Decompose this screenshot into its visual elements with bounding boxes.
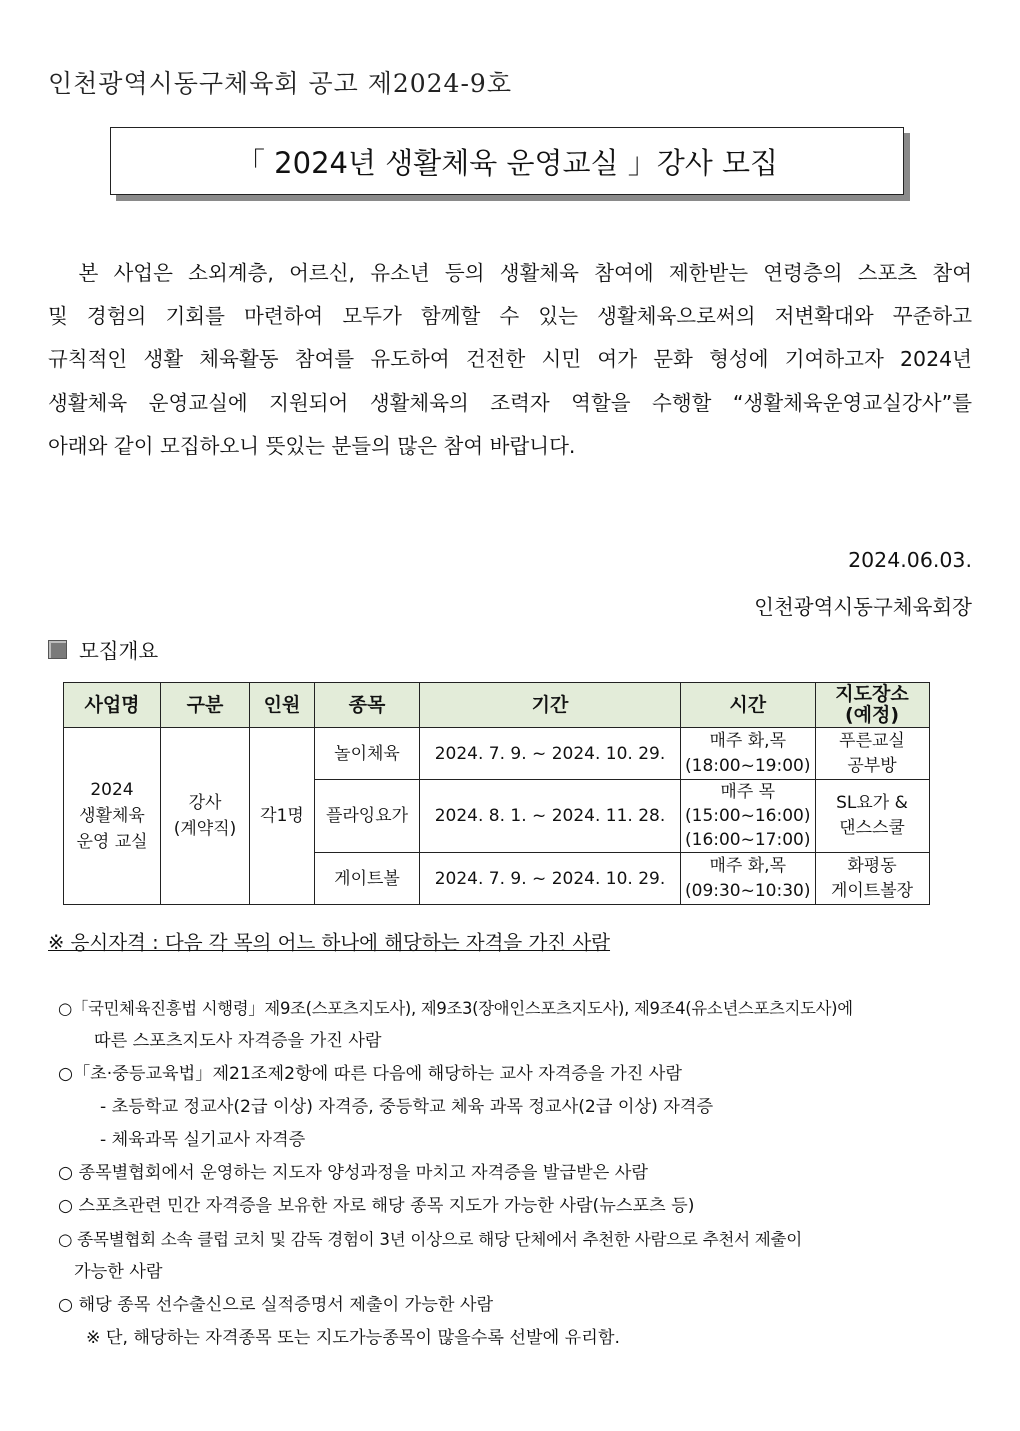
place-cell: 화평동 게이트볼장	[815, 853, 929, 905]
place-cell: 푸른교실 공부방	[815, 728, 929, 780]
section-heading	[48, 634, 158, 664]
program-name-cell: 2024 생활체육 운영 교실	[64, 728, 161, 905]
intro-line: 아래와 같이 모집하오니 뜻있는 분들의 많은 참여 바랍니다.	[48, 433, 576, 458]
table-row	[64, 728, 930, 780]
square-bullet-icon	[48, 640, 67, 659]
qualification-list	[58, 992, 974, 1355]
table-header: 시간	[681, 683, 816, 728]
list-item: 가능한 사람	[74, 1262, 163, 1282]
table-header-row	[64, 683, 930, 728]
period-cell: 2024. 8. 1. ~ 2024. 11. 28.	[420, 780, 681, 853]
intro-line: 생활체육 운영교실에 지원되어 생활체육의 조력자 역할을 수행할 “생활체육운영교실강사”를	[48, 390, 972, 415]
intro-line: 본 사업은 소외계층, 어르신, 유소년 등의 생활체육 참여에 제한받는 연령층의 스포츠 참여	[48, 261, 972, 285]
table-header: 지도장소 (예정)	[815, 683, 929, 728]
table-header: 종목	[315, 683, 420, 728]
place-cell: SL요가 & 댄스스쿨	[815, 780, 929, 853]
period-cell: 2024. 7. 9. ~ 2024. 10. 29.	[420, 853, 681, 905]
intro-line: 규칙적인 생활 체육활동 참여를 유도하여 건전한 시민 여가 문화 형성에 기여하고자 2024년	[48, 347, 972, 372]
notice-date: 2024.06.03.	[848, 548, 972, 572]
list-item: ○ 종목별협회 소속 클럽 코치 및 감독 경험이 3년 이상으로 해당 단체에서 추천한 사람으로 추천서 제출이	[58, 1230, 802, 1249]
intro-paragraph	[48, 252, 972, 468]
sport-cell: 플라잉요가	[315, 780, 420, 853]
time-cell: 매주 목 (15:00~16:00) (16:00~17:00)	[681, 780, 816, 853]
table-header: 구분	[161, 683, 250, 728]
title-box	[110, 127, 904, 195]
page-title: 「 2024년 생활체육 운영교실 」강사 모집	[235, 145, 779, 180]
intro-line: 및 경험의 기회를 마련하여 모두가 함께할 수 있는 생활체육으로써의 저변확대와 꾸준하고	[48, 304, 972, 329]
headcount-cell: 각1명	[250, 728, 315, 905]
list-item: 따른 스포츠지도사 자격증을 가진 사람	[94, 1031, 382, 1051]
section-title: 모집개요	[79, 639, 159, 663]
sport-cell: 놀이체육	[315, 728, 420, 780]
list-item: - 체육과목 실기교사 자격증	[100, 1130, 306, 1150]
list-item: ○「초·중등교육법」제21조제2항에 따른 다음에 해당하는 교사 자격증을 가진 사람	[58, 1064, 682, 1084]
list-item: ○ 스포츠관련 민간 자격증을 보유한 자로 해당 종목 지도가 가능한 사람(뉴스포츠 등)	[58, 1196, 695, 1216]
overview-table	[63, 682, 930, 905]
sport-cell: 게이트볼	[315, 853, 420, 905]
list-item: ○ 해당 종목 선수출신으로 실적증명서 제출이 가능한 사람	[58, 1295, 494, 1315]
table-header: 기간	[420, 683, 681, 728]
notice-number: 인천광역시동구체육회 공고 제2024-9호	[48, 69, 512, 98]
list-item: ※ 단, 해당하는 자격종목 또는 지도가능종목이 많을수록 선발에 유리함.	[86, 1328, 620, 1348]
time-cell: 매주 화,목 (18:00~19:00)	[681, 728, 816, 780]
period-cell: 2024. 7. 9. ~ 2024. 10. 29.	[420, 728, 681, 780]
table-header: 인원	[250, 683, 315, 728]
list-item: - 초등학교 정교사(2급 이상) 자격증, 중등학교 체육 과목 정교사(2급 이상) 자격증	[100, 1097, 714, 1117]
list-item: ○「국민체육진흥법 시행령」제9조(스포츠지도사), 제9조3(장애인스포츠지도사), 제9조4(유소년스포츠지도사)에	[58, 999, 853, 1018]
qualification-heading: ※ 응시자격 : 다음 각 목의 어느 하나에 해당하는 자격을 가진 사람	[48, 931, 611, 954]
table-header: 사업명	[64, 683, 161, 728]
category-cell: 강사 (계약직)	[161, 728, 250, 905]
list-item: ○ 종목별협회에서 운영하는 지도자 양성과정을 마치고 자격증을 발급받은 사람	[58, 1163, 649, 1183]
signer: 인천광역시동구체육회장	[754, 595, 972, 619]
time-cell: 매주 화,목 (09:30~10:30)	[681, 853, 816, 905]
